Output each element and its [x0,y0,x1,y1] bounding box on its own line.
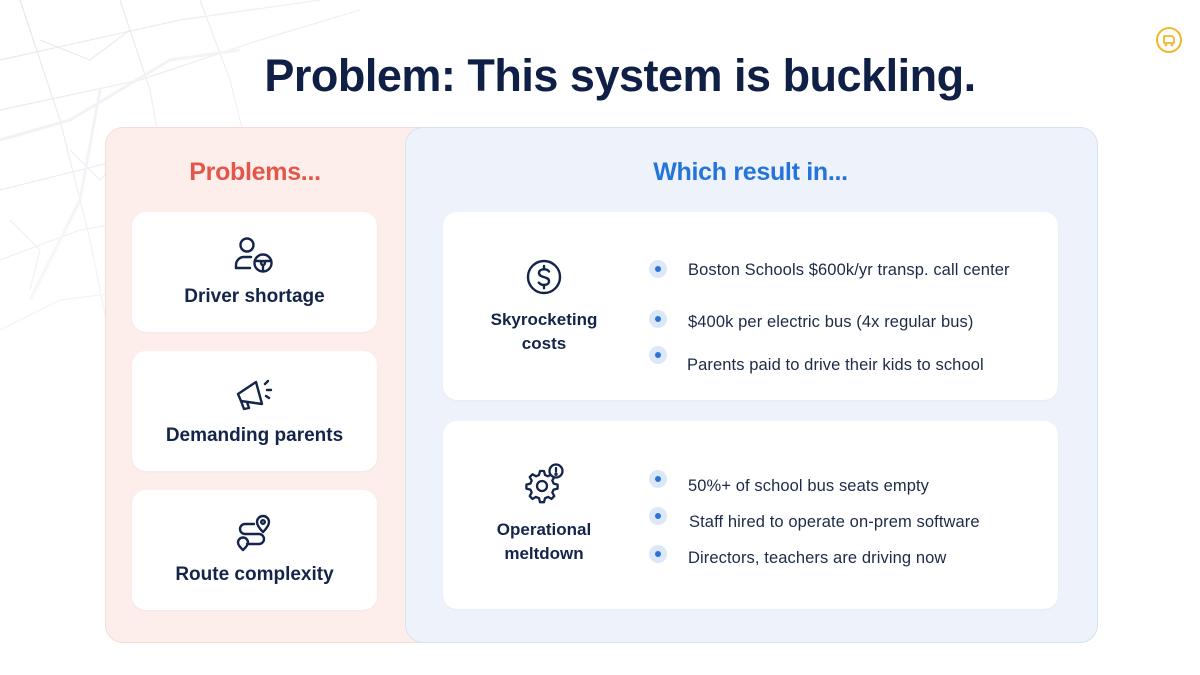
problem-label: Driver shortage [184,286,325,307]
result-label-line: Skyrocketing [490,310,598,329]
result-label-line: meltdown [504,544,584,563]
bullet-text: 50%+ of school bus seats empty [688,477,930,495]
bullet-text: $400k per electric bus (4x regular bus) [688,313,974,331]
problem-label: Route complexity [175,564,334,585]
slide-title: Problem: This system is buckling. [264,50,976,101]
result-label-line: costs [521,334,567,353]
driver-wheel-icon [232,234,276,278]
bullet-text: Parents paid to drive their kids to school [687,356,984,374]
result-label [463,518,625,566]
bullet-text: Staff hired to operate on-prem software [689,513,980,531]
bullet-dot [649,346,667,364]
megaphone-icon [232,373,276,417]
route-icon [232,512,276,556]
bullet-dot [649,260,667,278]
bullet-dot [649,470,667,488]
results-heading: Which result in... [653,158,848,186]
problem-card-route-complexity [132,490,377,610]
bullet-dot [649,507,667,525]
bullet-text: Directors, teachers are driving now [688,549,947,567]
result-card-operations [443,421,1058,609]
bullet-dot [649,545,667,563]
problems-heading: Problems... [189,158,321,186]
problem-card-driver-shortage [132,212,377,332]
problem-label: Demanding parents [165,425,344,446]
result-card-costs [443,212,1058,400]
result-label-line: Operational [496,520,592,539]
gear-alert-icon [523,463,565,505]
result-label [463,308,625,356]
problem-card-demanding-parents [132,351,377,471]
bullet-text: Boston Schools $600k/yr transp. call center [688,261,1010,279]
bullet-dot [649,310,667,328]
dollar-coin-icon [523,256,565,298]
